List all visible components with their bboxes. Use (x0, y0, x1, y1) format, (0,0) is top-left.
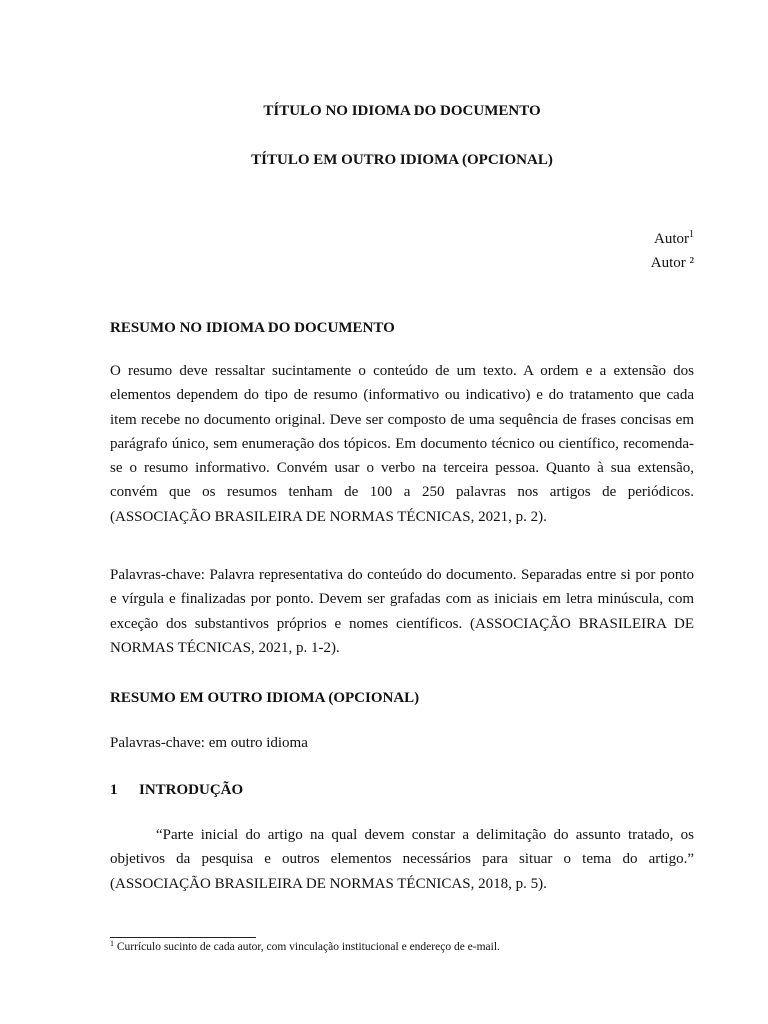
author-1: Autor$^1$ (654, 229, 694, 247)
footnote-mark: 1 (110, 939, 114, 948)
section-title: INTRODUÇÃO (139, 782, 244, 798)
document-title-other-language: TÍTULO EM OUTRO IDIOMA (OPCIONAL) (251, 152, 553, 168)
footnote-separator (110, 937, 256, 938)
abstract-text: O resumo deve ressaltar sucintamente o conteúdo de um texto. A ordem e a extensão dos elementos dependem do tipo de resumo (informativo ou indicativo) e do tratamento que cada item recebe no documento original. Deve ser composto de uma sequência de frases concisas em parágrafo único, sem enumeração dos tópicos. Em documento técnico ou científico, recomenda-se o resumo informativo. Convém usar o verbo na terceira pessoa. Quanto à sua extensão, convém que os resumos tenham de 100 a 250 palavras nos artigos de periódicos. (ASSOCIAÇÃO BRASILEIRA DE NORMAS TÉCNICAS, 2021, p. 2). (110, 363, 694, 525)
introduction-text: “Parte inicial do artigo na qual devem constar a delimitação do assunto tratado, os objetivos da pesquisa e outros elementos necessários para situar o tema do artigo.” (ASSOCIAÇÃO BRASILEIRA DE NORMAS TÉCNICAS, 2018, p. 5). (110, 827, 694, 892)
authors-block (651, 227, 694, 275)
abstract-heading: RESUMO NO IDIOMA DO DOCUMENTO (110, 320, 395, 336)
footnote-text: Currículo sucinto de cada autor, com vinculação institucional e endereço de e-mail. (114, 941, 500, 953)
author-2: Autor ² (650, 255, 694, 271)
abstract-other-keywords: Palavras-chave: em outro idioma (110, 735, 308, 751)
footnote-ref: 1 (689, 229, 694, 240)
abstract-other-heading: RESUMO EM OUTRO IDIOMA (OPCIONAL) (110, 690, 420, 706)
section-heading-introduction (110, 782, 243, 799)
section-number: 1 (110, 782, 118, 798)
document-title: TÍTULO NO IDIOMA DO DOCUMENTO (263, 103, 541, 119)
footnote (110, 940, 500, 954)
abstract-keywords: Palavras-chave: Palavra representativa do conteúdo do documento. Separadas entre si por ponto e vírgula e finalizadas por ponto. Devem ser grafadas com as iniciais em letra minúscula, com exceção dos substantivos próprios e nomes científicos. (ASSOCIAÇÃO BRASILEIRA DE NORMAS TÉCNICAS, 2021, p. 1-2). (110, 567, 694, 656)
